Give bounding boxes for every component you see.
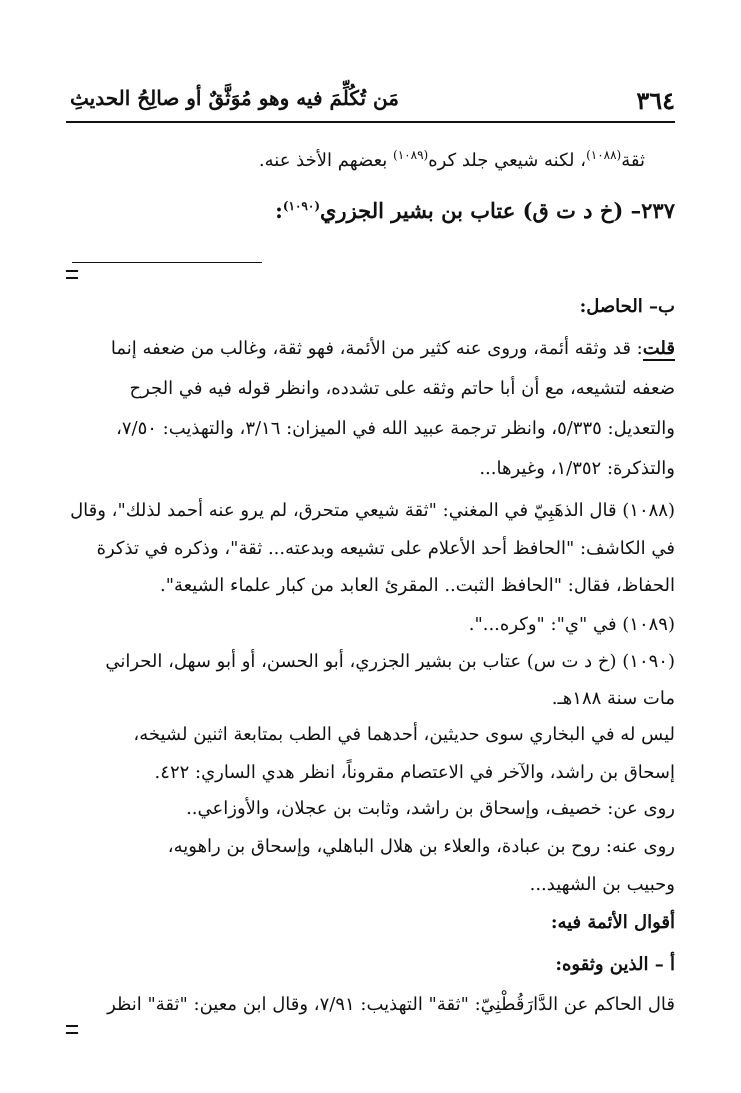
footnote-ref-1089: (١٠٨٩) <box>393 148 429 162</box>
section-b-line-1 <box>111 338 675 359</box>
section-divider <box>72 262 262 263</box>
footnote-line-6: مات سنة ١٨٨هـ. <box>551 688 675 709</box>
footnote-line-1: (١٠٨٨) قال الذهَبِيّ في المغني: "ثقة شيعي متحرق، لم يرو عنه أحمد لذلك"، وقال <box>70 500 675 521</box>
footnote-line-11: وحبيب بن الشهيد... <box>529 874 675 895</box>
entry-title-colon: : <box>275 198 283 223</box>
section-b-line-3: والتعديل: ٥/٣٣٥، وانظر ترجمة عبيد الله في الميزان: ٣/١٦، والتهذيب: ٧/٥٠، <box>116 418 675 439</box>
continuation-text-c: بعضهم الأخذ عنه. <box>258 150 394 171</box>
continuation-line <box>259 148 645 171</box>
footnote-ref-1090: (١٠٩٠) <box>282 199 320 213</box>
continuation-text-a: ثقة <box>621 150 645 171</box>
imams-subheading: أ – الذين وثقوه: <box>555 954 675 975</box>
footnote-line-5: (١٠٩٠) (خ د ت س) عتاب بن بشير الجزري، أبو الحسن، أو أبو سهل، الحراني <box>105 651 675 672</box>
footnote-line-9: روى عن: خصيف، وإسحاق بن راشد، وثابت بن عجلان، والأوزاعي.. <box>186 798 675 819</box>
running-header: مَن تُكُلِّمَ فيه وهو مُوَثَّقٌ أو صالِحُ الحديثِ <box>70 86 399 110</box>
entry-title <box>275 198 675 223</box>
footnote-line-2: في الكاشف: "الحافظ أحد الأعلام على تشيعه وبدعته... ثقة"، وذكره في تذكرة <box>96 538 675 559</box>
header-rule <box>66 121 675 123</box>
section-b-line-1-text: : قد وثقه أئمة، وروى عنه كثير من الأئمة، فهو ثقة، وغالب من ضعفه إنما <box>110 338 643 359</box>
footnote-line-7: ليس له في البخاري سوى حديثين، أحدهما في الطب بمتابعة اثنين لشيخه، <box>133 724 675 745</box>
section-b-line-2: ضعفه لتشيعه، مع أن أبا حاتم وثقه على تشدده، وانظر قوله فيه في الجرح <box>129 378 675 399</box>
double-line-mark-bottom <box>66 1025 78 1034</box>
footnote-line-10: روى عنه: روح بن عبادة، والعلاء بن هلال الباهلي، وإسحاق بن راهويه، <box>167 836 675 857</box>
section-b-line-4: والتذكرة: ١/٣٥٢، وغيرها... <box>479 458 675 479</box>
imams-heading: أقوال الأئمة فيه: <box>550 912 675 933</box>
qult-label: قلت <box>642 338 675 359</box>
footnote-line-3: الحفاظ، فقال: "الحافظ الثبت.. المقرئ العابد من كبار علماء الشيعة". <box>159 575 675 596</box>
entry-title-text: ٢٣٧– (خ د ت ق) عتاب بن بشير الجزري <box>320 198 675 223</box>
footnote-ref-1088: (١٠٨٨) <box>586 148 622 162</box>
footnote-line-4: (١٠٨٩) في "ي": "وكره...". <box>468 614 675 635</box>
footnote-line-8: إسحاق بن راشد، والآخر في الاعتصام مقروناً، انظر هدي الساري: ٤٢٢. <box>154 762 675 783</box>
imams-line-1: قال الحاكم عن الدَّارَقُطْنِيّ: "ثقة" التهذيب: ٧/٩١، وقال ابن معين: "ثقة" انظر <box>107 994 675 1015</box>
section-b-heading: ب– الحاصل: <box>579 296 675 317</box>
double-line-mark <box>66 270 78 279</box>
continuation-text-b: ، لكنه شيعي جلد كره <box>428 150 587 171</box>
page-number: ٣٦٤ <box>636 86 675 115</box>
